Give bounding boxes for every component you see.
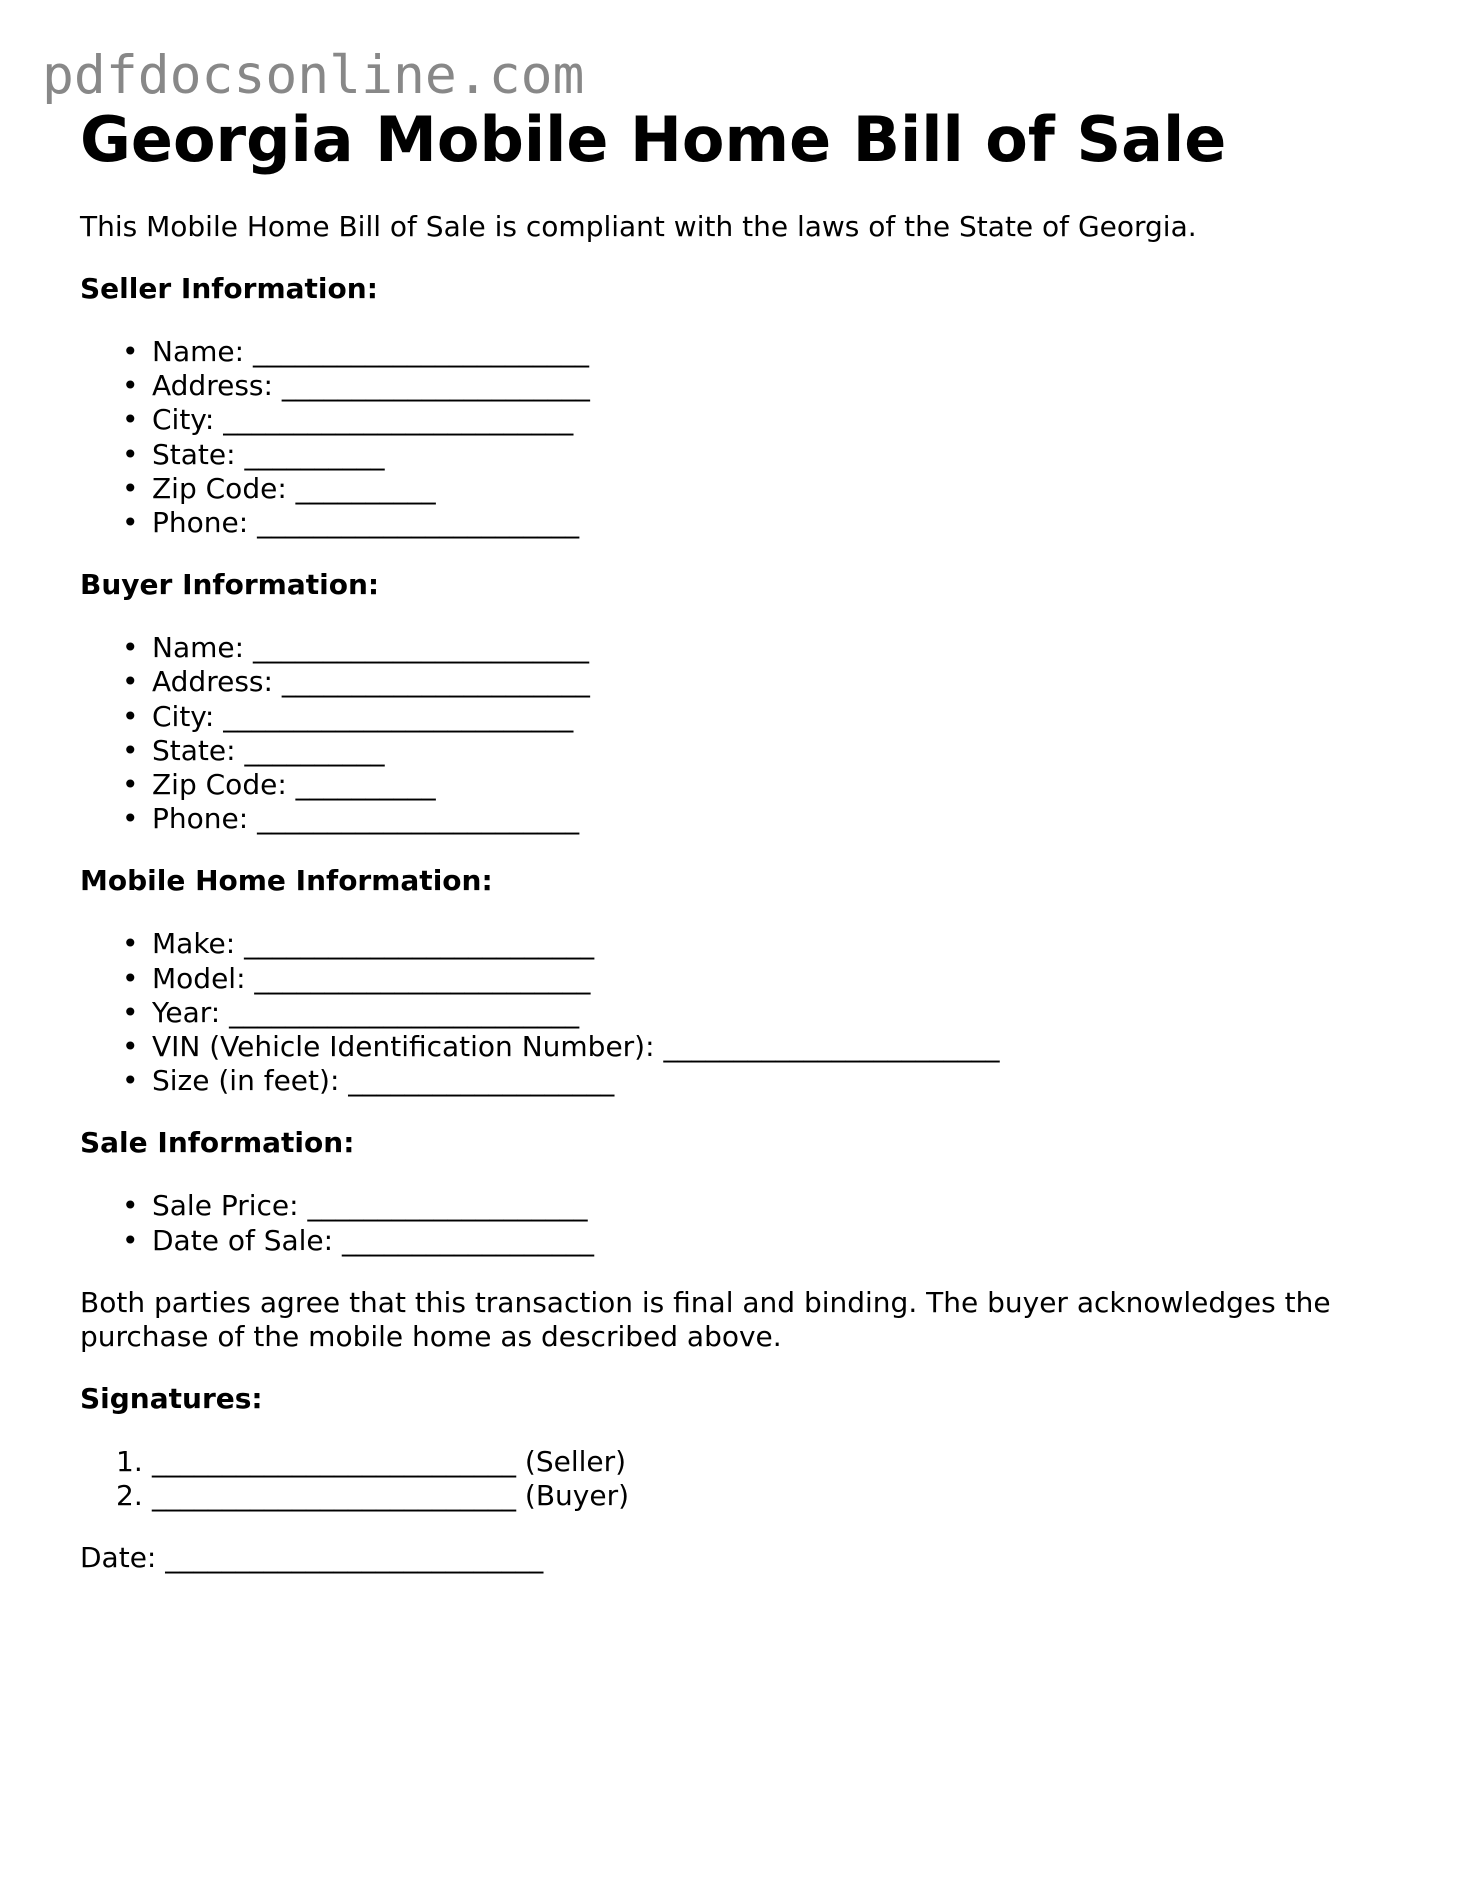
field-blank: _________________________ (229, 995, 580, 1029)
sale-fields (80, 1189, 1400, 1257)
seller-zip-field[interactable] (80, 472, 1400, 506)
bullet-icon: • (122, 335, 139, 368)
field-blank: __________________ (342, 1223, 594, 1257)
field-label: Name: (152, 335, 245, 368)
bullet-icon: • (122, 403, 139, 437)
buyer-heading: Buyer Information: (80, 568, 380, 602)
seller-city-field[interactable] (80, 403, 1400, 437)
field-label: Phone: (152, 802, 249, 836)
signature-blank: __________________________ (152, 1444, 516, 1478)
field-blank: _________________________ (223, 699, 574, 733)
field-label: Date of Sale: (152, 1223, 334, 1257)
bullet-icon: • (122, 1030, 139, 1064)
field-blank: _______________________ (257, 506, 580, 540)
field-label: VIN (Vehicle Identification Number): (152, 1030, 655, 1064)
bullet-icon: • (122, 437, 139, 471)
watermark: pdfdocsonline.com (42, 45, 585, 106)
seller-state-field[interactable] (80, 438, 1400, 472)
document-page (80, 104, 1400, 1575)
field-label: Address: (152, 369, 273, 403)
bullet-icon: • (122, 802, 139, 836)
seller-fields (80, 335, 1400, 540)
field-blank: ___________________________ (165, 1541, 544, 1575)
field-blank: _________________________ (244, 927, 595, 961)
field-label: State: (152, 733, 236, 767)
mobile-home-fields (80, 927, 1400, 1098)
buyer-signature-line[interactable] (80, 1479, 1400, 1513)
bullet-icon: • (122, 1064, 139, 1098)
field-label: State: (152, 437, 236, 471)
field-blank: ________________________ (663, 1030, 1000, 1064)
buyer-city-field[interactable] (80, 700, 1400, 734)
field-label: Year: (152, 995, 221, 1029)
field-blank: ______________________ (281, 665, 590, 699)
field-label: Sale Price: (152, 1189, 299, 1223)
seller-phone-field[interactable] (80, 506, 1400, 540)
field-blank: __________ (295, 768, 436, 802)
field-blank: __________ (295, 471, 436, 505)
list-number: 1. (116, 1444, 143, 1478)
bullet-icon: • (122, 631, 139, 665)
buyer-phone-field[interactable] (80, 802, 1400, 836)
field-label: Size (in feet): (152, 1064, 340, 1098)
field-blank: ______________________ (281, 369, 590, 403)
field-label: Date: (80, 1541, 157, 1575)
model-field[interactable] (80, 962, 1400, 996)
field-blank: __________ (244, 733, 385, 767)
seller-name-field[interactable] (80, 335, 1400, 369)
seller-heading: Seller Information: (80, 272, 378, 305)
date-field[interactable] (80, 1541, 1400, 1575)
buyer-address-field[interactable] (80, 665, 1400, 699)
signatures-list (80, 1445, 1400, 1513)
mobile-home-heading: Mobile Home Information: (80, 864, 493, 898)
bullet-icon: • (122, 471, 139, 505)
sale-heading: Sale Information: (80, 1126, 355, 1160)
bullet-icon: • (122, 1223, 139, 1257)
buyer-zip-field[interactable] (80, 768, 1400, 802)
field-blank: ________________________ (254, 961, 591, 995)
field-blank: ___________________ (348, 1064, 615, 1098)
seller-signature-line[interactable] (80, 1445, 1400, 1479)
signature-role: (Seller) (524, 1444, 627, 1478)
vin-field[interactable] (80, 1030, 1400, 1064)
buyer-fields (80, 631, 1400, 836)
list-number: 2. (116, 1479, 143, 1513)
seller-address-field[interactable] (80, 369, 1400, 403)
field-label: Name: (152, 631, 245, 665)
field-label: Zip Code: (152, 768, 287, 802)
bullet-icon: • (122, 506, 139, 540)
field-blank: ________________________ (252, 631, 589, 665)
bullet-icon: • (122, 995, 139, 1029)
field-label: Model: (152, 961, 246, 995)
field-label: Zip Code: (152, 471, 287, 505)
bullet-icon: • (122, 733, 139, 767)
signatures-heading: Signatures: (80, 1381, 263, 1415)
field-blank: _______________________ (257, 802, 580, 836)
field-blank: ________________________ (252, 335, 589, 368)
intro-paragraph: This Mobile Home Bill of Sale is compliant with the laws of the State of Georgia. (80, 210, 1197, 243)
year-field[interactable] (80, 996, 1400, 1030)
buyer-name-field[interactable] (80, 631, 1400, 665)
field-blank: __________ (244, 437, 385, 471)
field-blank: ____________________ (307, 1189, 588, 1223)
bullet-icon: • (122, 961, 139, 995)
buyer-state-field[interactable] (80, 734, 1400, 768)
page-title: Georgia Mobile Home Bill of Sale (80, 103, 1227, 176)
date-of-sale-field[interactable] (80, 1224, 1400, 1258)
bullet-icon: • (122, 927, 139, 961)
sale-price-field[interactable] (80, 1189, 1400, 1223)
bullet-icon: • (122, 1189, 139, 1223)
field-label: Address: (152, 665, 273, 699)
bullet-icon: • (122, 699, 139, 733)
signature-blank: __________________________ (152, 1479, 516, 1513)
bullet-icon: • (122, 768, 139, 802)
field-label: Phone: (152, 506, 249, 540)
make-field[interactable] (80, 927, 1400, 961)
signature-role: (Buyer) (524, 1479, 630, 1513)
field-label: Make: (152, 927, 236, 961)
size-field[interactable] (80, 1064, 1400, 1098)
field-label: City: (152, 699, 215, 733)
acknowledgement-paragraph: Both parties agree that this transaction is final and binding. The buyer acknowledges the purchase of the mobile home as described above. (80, 1285, 1331, 1353)
bullet-icon: • (122, 665, 139, 699)
field-label: City: (152, 403, 215, 437)
field-blank: _________________________ (223, 403, 574, 437)
bullet-icon: • (122, 369, 139, 403)
